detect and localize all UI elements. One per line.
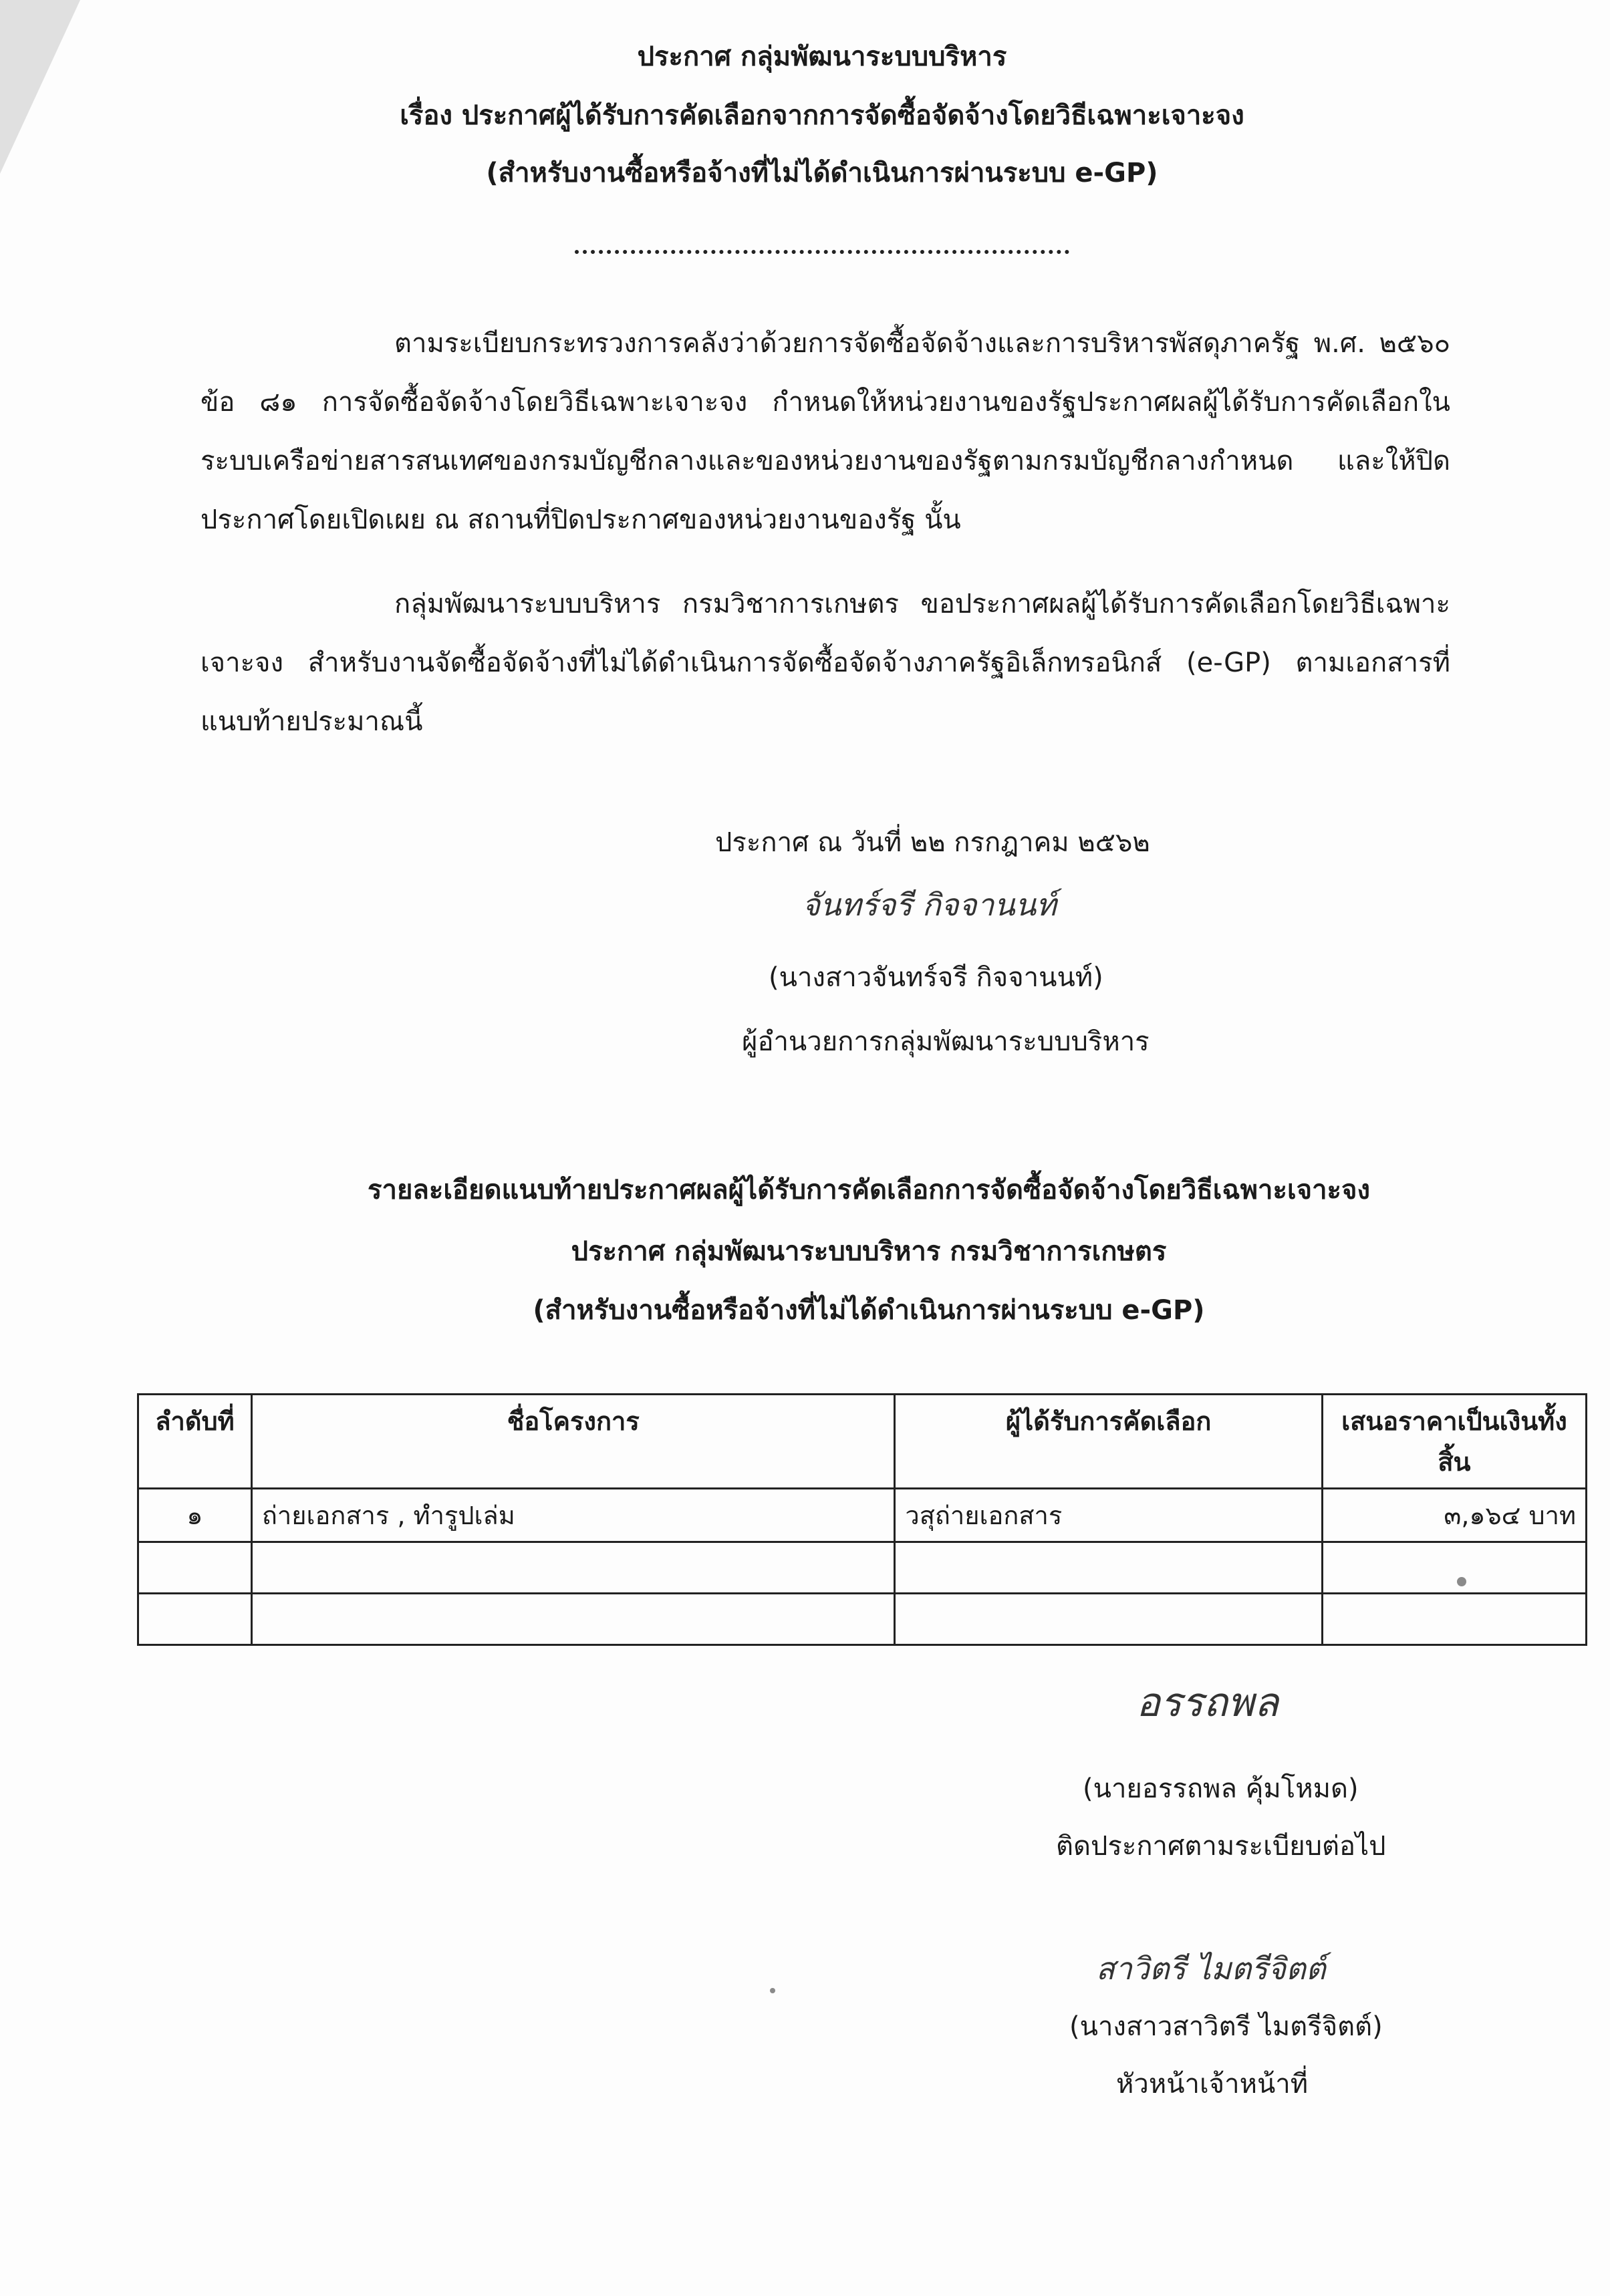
- header-project: ชื่อโครงการ: [251, 1395, 894, 1489]
- cell-vendor: [895, 1542, 1323, 1594]
- body-paragraph-1: ตามระเบียบกระทรวงการคลังว่าด้วยการจัดซื้อจัดจ้างและการบริหารพัสดุภาครัฐ พ.ศ. ๒๕๖๐ ข้อ ๘๑ การจัดซื้อจัดจ้างโดยวิธีเฉพาะเจาะจง กำหนดให้หน่วยงานของรัฐประกาศผลผู้ได้รับการคัดเลือกในระบบเครือข่ายสารสนเทศของกรมบัญชีกลางและของหน่วยงานของรัฐตามกรมบัญชีกลางกำหนด และให้ปิดประกาศโดยเปิดเผย ณ สถานที่ปิดประกาศของหน่วยงานของรัฐ นั้น: [200, 328, 1450, 535]
- announcement-date: ประกาศ ณ วันที่ ๒๒ กรกฎาคม ๒๕๖๒: [715, 827, 1150, 858]
- attachment-title-3: (สำหรับงานซื้อหรือจ้างที่ไม่ได้ดำเนินการผ่านระบบ e-GP): [533, 1295, 1205, 1326]
- body-paragraph-2: กลุ่มพัฒนาระบบบริหาร กรมวิชาการเกษตร ขอประกาศผลผู้ได้รับการคัดเลือกโดยวิธีเฉพาะเจาะจง สำหรับงานจัดซื้อจัดจ้างที่ไม่ได้ดำเนินการจัดซื้อจัดจ้างภาครัฐอิเล็กทรอนิกส์ (e-GP) ตามเอกสารที่แนบท้ายประมาณนี้: [200, 589, 1450, 737]
- procurement-table: [137, 1393, 1587, 1646]
- scan-speck: [770, 1988, 775, 1993]
- table-header-row: [138, 1395, 1587, 1489]
- cell-vendor: [895, 1594, 1323, 1645]
- table-row: [138, 1542, 1587, 1594]
- table-row: [138, 1489, 1587, 1542]
- header-line-2: เรื่อง ประกาศผู้ได้รับการคัดเลือกจากการจัดซื้อจัดจ้างโดยวิธีเฉพาะเจาะจง: [400, 100, 1244, 131]
- signer-name: (นางสาวจันทร์จรี กิจจานนท์): [769, 962, 1103, 993]
- cell-order: [138, 1594, 252, 1645]
- cell-price: [1322, 1594, 1586, 1645]
- signature-approver: อรรถพล: [1136, 1679, 1279, 1726]
- approver-name: (นายอรรถพล คุ้มโหมด): [1083, 1773, 1359, 1804]
- cell-price: [1322, 1542, 1586, 1594]
- scan-speck: [1457, 1577, 1466, 1586]
- cell-project: [251, 1542, 894, 1594]
- signer-title: ผู้อำนวยการกลุ่มพัฒนาระบบบริหาร: [742, 1026, 1150, 1057]
- cell-project: [251, 1594, 894, 1645]
- cell-price: ๓,๑๖๔ บาท: [1322, 1489, 1586, 1542]
- head-officer-title: หัวหน้าเจ้าหน้าที่: [1116, 2069, 1309, 2100]
- cell-order: [138, 1542, 252, 1594]
- dotted-divider: [575, 250, 1069, 254]
- header-order: ลำดับที่: [138, 1395, 252, 1489]
- head-officer-name: (นางสาวสาวิตรี ไมตรีจิตต์): [1069, 2011, 1383, 2042]
- attachment-title-2: ประกาศ กลุ่มพัฒนาระบบบริหาร กรมวิชาการเกษตร: [571, 1236, 1167, 1267]
- table-row: [138, 1594, 1587, 1645]
- signature-head-officer: สาวิตรี ไมตรีจิตต์: [1096, 1951, 1326, 1987]
- cell-vendor: วสุถ่ายเอกสาร: [895, 1489, 1323, 1542]
- signature-director: จันทร์จรี กิจจานนท์: [802, 887, 1057, 923]
- approver-note: ติดประกาศตามระเบียบต่อไป: [1056, 1831, 1386, 1862]
- cell-order: ๑: [138, 1489, 252, 1542]
- cell-project: ถ่ายเอกสาร , ทำรูปเล่ม: [251, 1489, 894, 1542]
- header-line-3: (สำหรับงานซื้อหรือจ้างที่ไม่ได้ดำเนินการผ่านระบบ e-GP): [486, 158, 1158, 188]
- header-selected-vendor: ผู้ได้รับการคัดเลือก: [895, 1395, 1323, 1489]
- folded-corner: [0, 0, 80, 174]
- header-line-1: ประกาศ กลุ่มพัฒนาระบบบริหาร: [637, 41, 1007, 72]
- header-total-price: เสนอราคาเป็นเงินทั้งสิ้น: [1322, 1395, 1586, 1489]
- attachment-title-1: รายละเอียดแนบท้ายประกาศผลผู้ได้รับการคัดเลือกการจัดซื้อจัดจ้างโดยวิธีเฉพาะเจาะจง: [368, 1175, 1370, 1205]
